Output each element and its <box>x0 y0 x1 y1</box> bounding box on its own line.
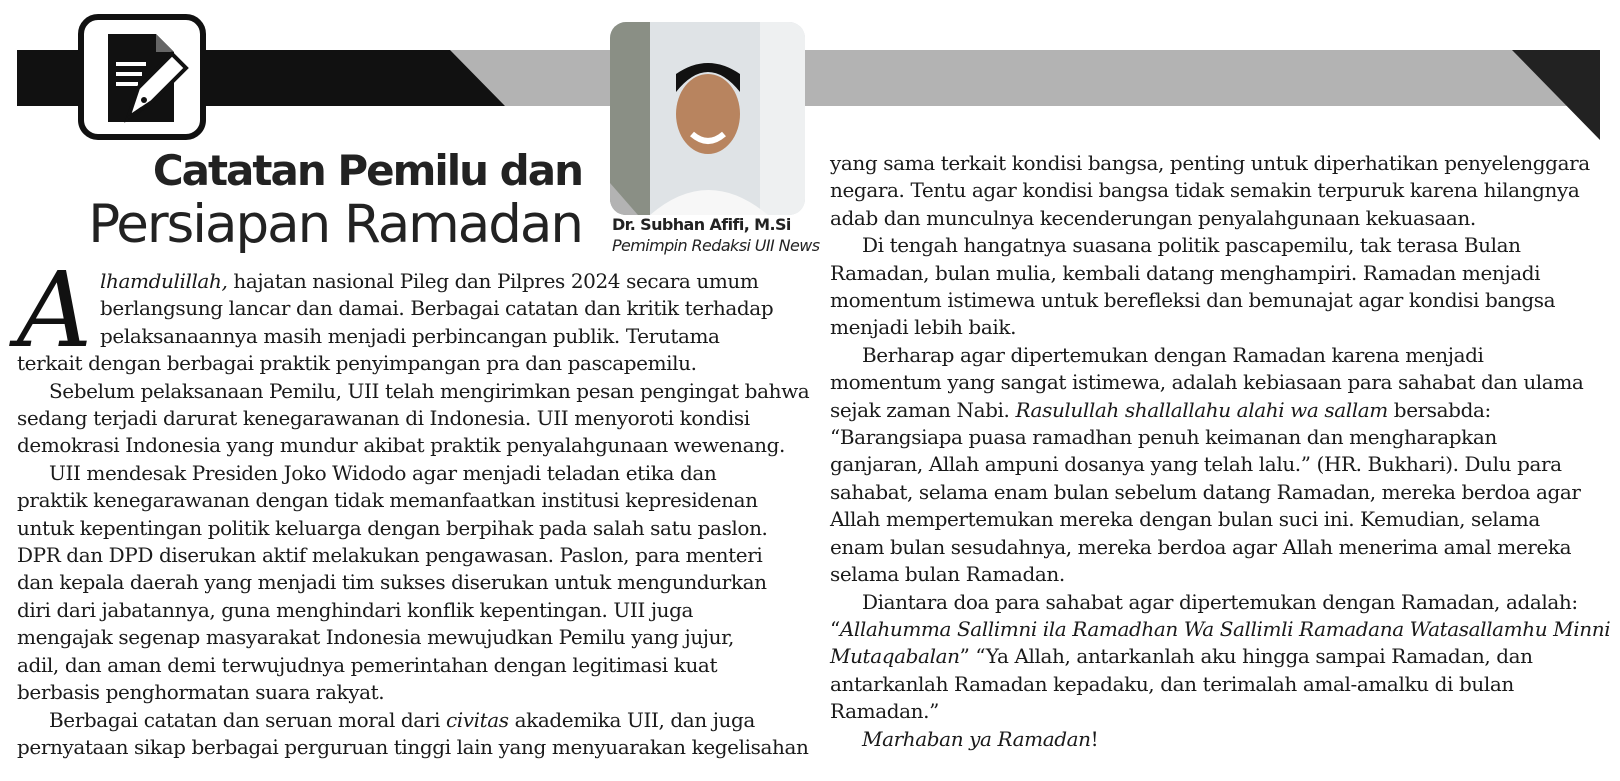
paragraph-line: Diantara doa para sahabat agar dipertemukan dengan Ramadan, adalah: <box>862 589 1578 614</box>
paragraph-line: Berbagai catatan dan seruan moral dari civitas akademika UII, dan juga <box>49 707 755 732</box>
paragraph-line: diri dari jabatannya, guna menghindari konflik kepentingan. UII juga <box>17 597 694 622</box>
article-title <box>88 146 582 255</box>
header-banner <box>0 0 1620 160</box>
paragraph-line: Di tengah hangatnya suasana politik pascapemilu, tak terasa Bulan <box>862 233 1521 258</box>
paragraph-line: “Barangsiapa puasa ramadhan penuh keimanan dan mengharapkan <box>830 425 1497 450</box>
article-column-left <box>17 268 810 761</box>
paragraph-line: “Allahumma Sallimni ila Ramadhan Wa Sallimli Ramadana Watasallamhu Minni <box>830 616 1611 641</box>
paragraph-line: demokrasi Indonesia yang mundur akibat praktik penyalahgunaan wewenang. <box>17 433 785 458</box>
banner-band-grey <box>430 50 1600 106</box>
italic-phrase: Allahumma Sallimni ila Ramadhan Wa Sallimli Ramadana Watasallamhu Minni <box>839 616 1611 641</box>
paragraph-line: menjadi lebih baik. <box>830 315 1017 340</box>
italic-phrase: Rasulullah shallallahu alahi wa sallam <box>1015 397 1388 422</box>
paragraph-line: mengajak segenap masyarakat Indonesia mewujudkan Pemilu yang jujur, <box>17 625 734 650</box>
paragraph-line: yang sama terkait kondisi bangsa, penting untuk diperhatikan penyelenggara <box>830 151 1590 175</box>
paragraph-line: negara. Tentu agar kondisi bangsa tidak semakin terpuruk karena hilangnya <box>830 178 1580 203</box>
paragraph-line: Ramadan.” <box>830 699 939 724</box>
italic-word: lhamdulillah, <box>100 269 228 293</box>
paragraph-line: Ramadan, bulan mulia, kembali datang menghampiri. Ramadan menjadi <box>830 260 1541 285</box>
author-role: Pemimpin Redaksi UII News <box>612 236 820 255</box>
paragraph-line: untuk kepentingan politik keluarga dengan berpihak pada salah satu paslon. <box>17 515 768 540</box>
paragraph-line: UII mendesak Presiden Joko Widodo agar menjadi teladan etika dan <box>49 460 717 485</box>
paragraph-line: praktik kenegarawanan dengan tidak memanfaatkan institusi kepresidenan <box>17 488 758 513</box>
paragraph-line: antarkanlah Ramadan kepadaku, dan terimalah amal-amalku di bulan <box>830 671 1514 696</box>
paragraph-line: sejak zaman Nabi. Rasulullah shallallahu alahi wa sallam bersabda: <box>830 397 1491 422</box>
paragraph-line: ganjaran, Allah ampuni dosanya yang telah lalu.” (HR. Bukhari). Dulu para <box>830 452 1562 477</box>
paragraph-line: momentum yang sangat istimewa, adalah kebiasaan para sahabat dan ulama <box>830 370 1584 395</box>
paragraph-line: adab dan munculnya kecenderungan penyalahgunaan kekuasaan. <box>830 205 1476 230</box>
paragraph-line: dan kepala daerah yang menjadi tim sukses diserukan untuk mengundurkan <box>17 570 767 595</box>
paragraph-line: pelaksanaannya masih menjadi perbincangan publik. Terutama <box>100 323 720 348</box>
paragraph-line: momentum istimewa untuk berefleksi dan bemunajat agar kondisi bangsa <box>830 288 1556 313</box>
italic-phrase: Mutaqabalan <box>830 644 960 669</box>
paragraph-line: DPR dan DPD diserukan aktif melakukan pengawasan. Paslon, para menteri <box>17 543 763 568</box>
paragraph-line: Allah mempertemukan mereka dengan bulan suci ini. Kemudian, selama <box>830 507 1540 532</box>
author-info <box>612 215 819 255</box>
paragraph-line: selama bulan Ramadan. <box>830 562 1065 587</box>
paragraph-line: sahabat, selama enam bulan sebelum datang Ramadan, mereka berdoa agar <box>830 479 1581 504</box>
article-column-right <box>830 150 1620 753</box>
italic-phrase: Marhaban ya Ramadan <box>862 726 1091 751</box>
paragraph-line: enam bulan sesudahnya, mereka berdoa agar Allah menerima amal mereka <box>830 534 1572 559</box>
paragraph-line: terkait dengan berbagai praktik penyimpangan pra dan pascapemilu. <box>17 351 697 376</box>
title-line-2: Persiapan Ramadan <box>88 194 582 255</box>
document-pen-icon <box>78 14 206 140</box>
paragraph-line: Mutaqabalan” “Ya Allah, antarkanlah aku hingga sampai Ramadan, dan <box>830 644 1533 669</box>
paragraph-line: Berharap agar dipertemukan dengan Ramadan karena menjadi <box>862 342 1484 367</box>
closing-line: Marhaban ya Ramadan! <box>862 726 1099 751</box>
author-photo <box>610 22 805 215</box>
author-name: Dr. Subhan Afifi, M.Si <box>612 215 791 234</box>
paragraph-line: Sebelum pelaksanaan Pemilu, UII telah mengirimkan pesan pengingat bahwa <box>49 378 810 403</box>
paragraph-line: berlangsung lancar dan damai. Berbagai catatan dan kritik terhadap <box>100 296 774 321</box>
title-line-1: Catatan Pemilu dan <box>152 146 582 195</box>
paragraph-line: berbasis penghormatan suara rakyat. <box>17 680 385 705</box>
drop-cap: A <box>17 249 93 371</box>
paragraph-line: pernyataan sikap berbagai perguruan tinggi lain yang menyuarakan kegelisahan <box>17 734 809 759</box>
italic-word: civitas <box>445 707 509 732</box>
paragraph-line: adil, dan aman demi terwujudnya pemerintahan dengan legitimasi kuat <box>17 652 718 677</box>
paragraph-line: lhamdulillah, hajatan nasional Pileg dan Pilpres 2024 secara umum <box>100 269 759 293</box>
paragraph-line: sedang terjadi darurat kenegarawanan di Indonesia. UII menyoroti kondisi <box>17 406 750 431</box>
